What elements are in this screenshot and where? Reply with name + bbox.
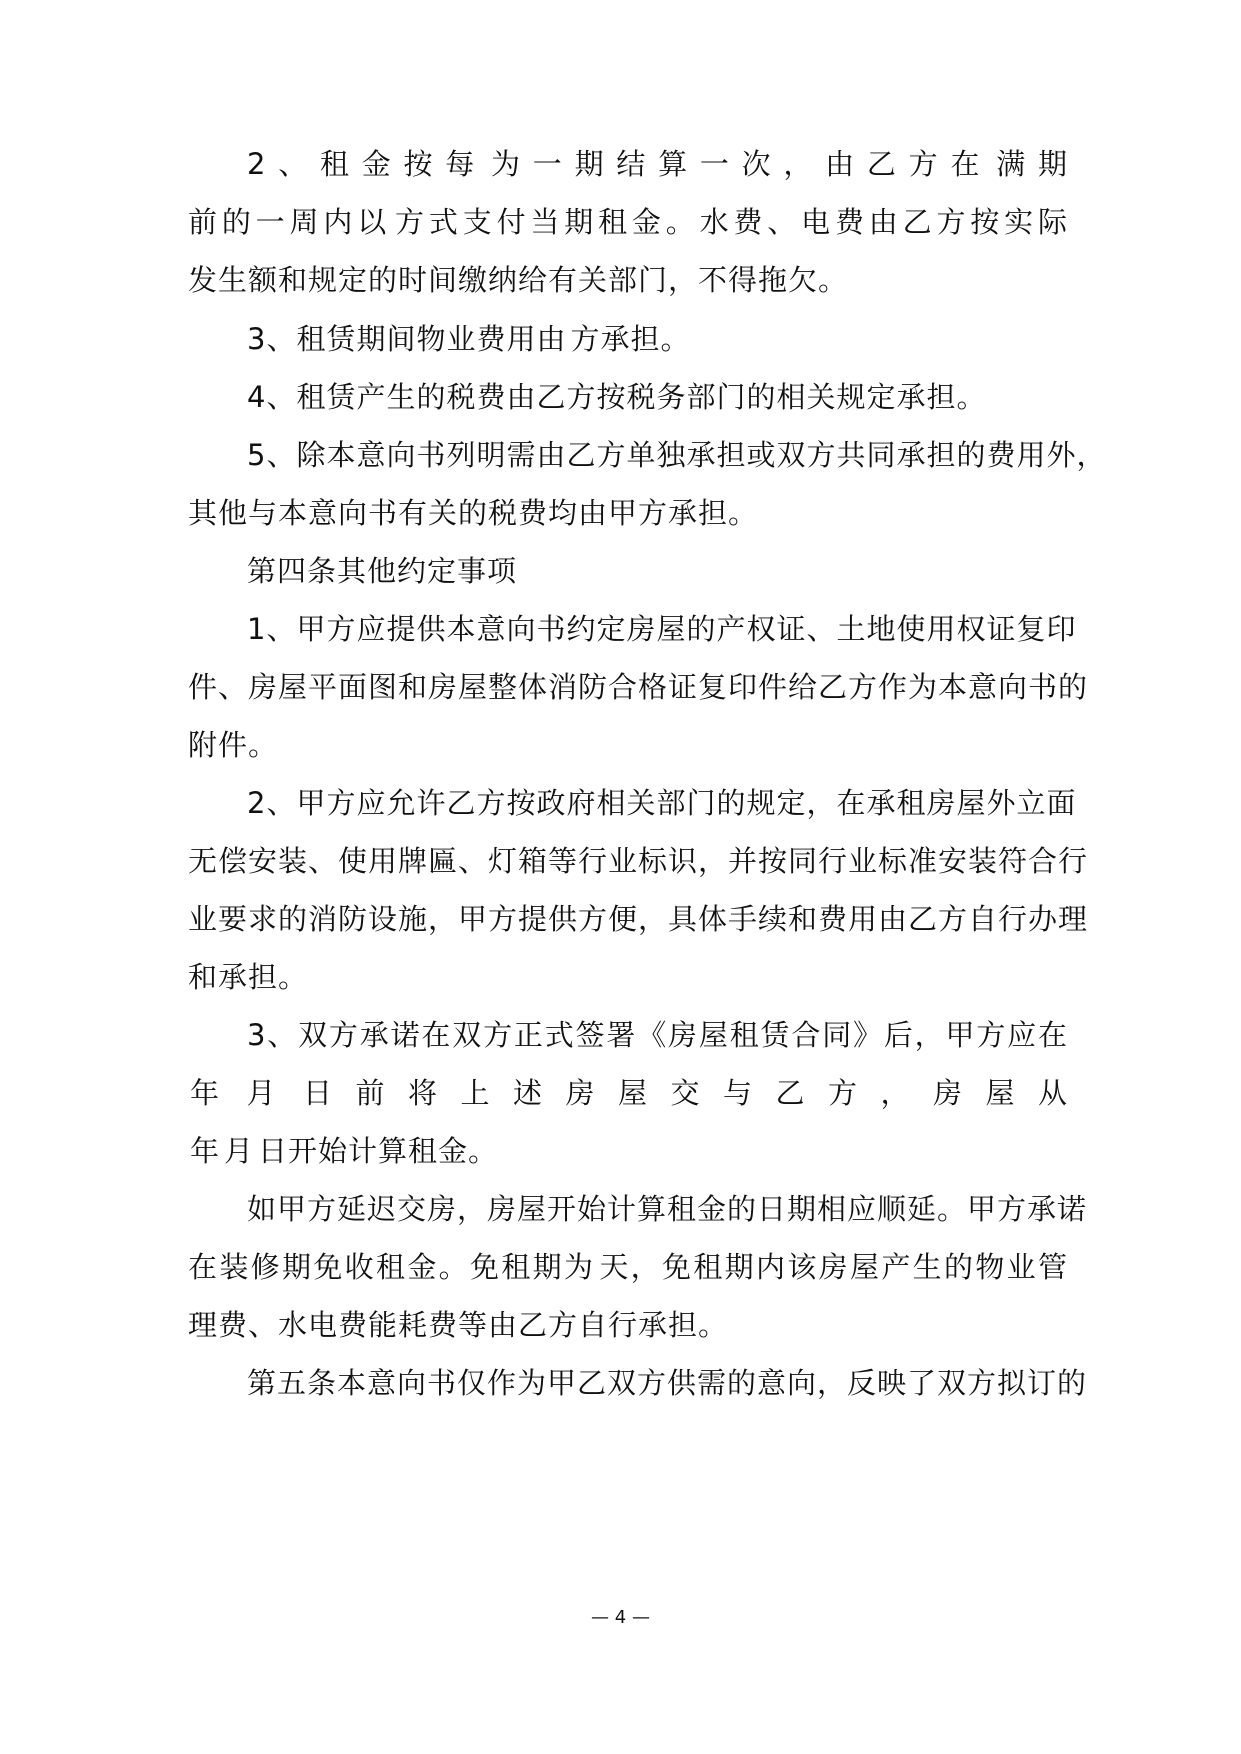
delay-line-1: 如甲方延迟交房，房屋开始计算租金的日期相应顺延。甲方承诺 xyxy=(247,1192,1088,1226)
page-number: — 4 — xyxy=(591,1607,650,1628)
article-4-item-2-line-1: 2、甲方应允许乙方按政府相关部门的规定，在承租房屋外立面 xyxy=(247,786,1077,820)
clause-2-line-1 xyxy=(247,142,1068,186)
rent-start-year-label: 年 xyxy=(190,1134,221,1168)
handover-month-label: 月 xyxy=(246,1076,299,1110)
delay-line-2 xyxy=(188,1245,1068,1289)
clause-2-text-c: 满期 xyxy=(996,147,1068,181)
handover-rest-text: 日前将上述房屋交与乙方，房屋从 xyxy=(303,1076,1068,1110)
article-4-item-2-line-4: 和承担。 xyxy=(188,960,309,994)
clause-2-text-a: 2、租金按每 xyxy=(247,147,488,181)
clause-2-text-e: 方式支付当期租金。水费、电费由乙方按实际 xyxy=(395,205,1068,239)
article-4-item-1-line-2: 件、房屋平面图和房屋整体消防合格证复印件给乙方作为本意向书的 xyxy=(188,670,1089,704)
article-4-item-2-line-3: 业要求的消防设施，甲方提供方便，具体手续和费用由乙方自行办理 xyxy=(188,902,1089,936)
article-4-heading: 第四条其他约定事项 xyxy=(247,554,518,588)
article-4-item-1-line-3: 附件。 xyxy=(188,728,279,762)
delay-text-a: 在装修期免收租金。免租期为 xyxy=(188,1250,596,1284)
clause-3-line-1 xyxy=(247,317,690,361)
article-4-item-3-line-3 xyxy=(188,1129,498,1173)
clause-5-line-2: 其他与本意向书有关的税费均由甲方承担。 xyxy=(188,496,759,530)
article-4-item-1-line-1: 1、甲方应提供本意向书约定房屋的产权证、土地使用权证复印 xyxy=(247,612,1077,646)
delay-text-b: 天，免租期内该房屋产生的物业管 xyxy=(599,1250,1068,1284)
clause-2-line-2 xyxy=(188,200,1068,244)
clause-4-line-1: 4、租赁产生的税费由乙方按税务部门的相关规定承担。 xyxy=(247,380,987,414)
clause-2-line-3: 发生额和规定的时间缴纳给有关部门，不得拖欠。 xyxy=(188,263,849,297)
clause-2-text-d: 前的一周内以 xyxy=(188,205,392,239)
clause-3-text-b: 方承担。 xyxy=(570,322,691,356)
rent-start-rest-text: 日开始计算租金。 xyxy=(258,1134,499,1168)
article-5-line-1: 第五条本意向书仅作为甲乙双方供需的意向，反映了双方拟订的 xyxy=(247,1366,1088,1400)
clause-2-text-b: 为一期结算一次，由乙方在 xyxy=(491,147,993,181)
delay-line-3: 理费、水电费能耗费等由乙方自行承担。 xyxy=(188,1308,729,1342)
rent-start-month-label: 月 xyxy=(224,1134,255,1168)
article-4-item-3-line-1: 3、双方承诺在双方正式签署《房屋租赁合同》后，甲方应在 xyxy=(247,1018,1068,1052)
clause-5-line-1: 5、除本意向书列明需由乙方单独承担或双方共同承担的费用外， xyxy=(247,438,1107,472)
handover-year-label: 年 xyxy=(190,1076,243,1110)
article-4-item-2-line-2: 无偿安装、使用牌匾、灯箱等行业标识，并按同行业标准安装符合行 xyxy=(188,844,1089,878)
article-4-item-3-line-2 xyxy=(188,1071,1068,1115)
clause-3-text-a: 3、租赁期间物业费用由 xyxy=(247,322,567,356)
